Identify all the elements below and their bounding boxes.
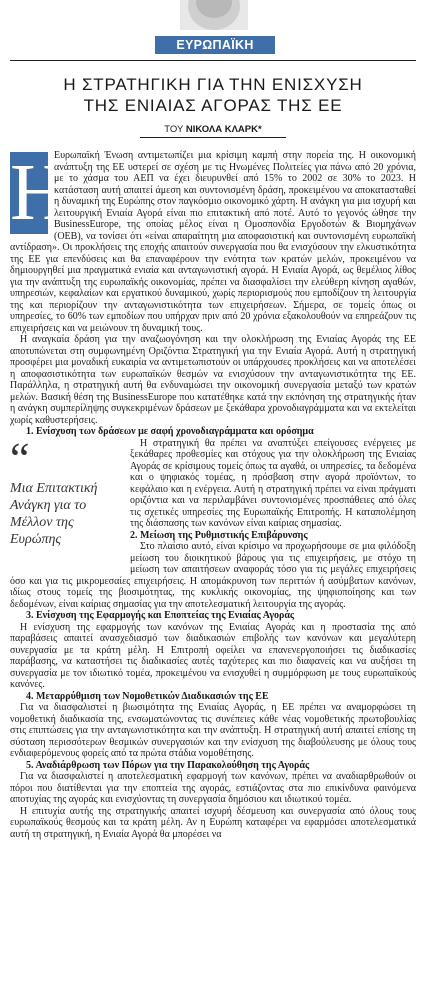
paragraph: Η επιτυχία αυτής της στρατηγικής απαιτεί ισχυρή δέσμευση και συνεργασία από όλους τους ευρωπαϊκούς θεσμούς και τα κράτη μέλη. Αν η Ευρώπη καταφέρει να εφαρμόσει αποτελεσματικά αυτή τη στρατηγική, η Ενιαία Αγορά θα μπορέσει να — [10, 805, 416, 840]
drop-cap: Η — [10, 149, 68, 237]
paragraph: Η αναγκαία δράση για την αναζωογόνηση και την ολοκλήρωση της Ενιαίας Αγοράς της ΕΕ αποτυπώνεται στη συμφωνημένη Οριζόντια Στρατηγική για την Ενιαία Αγορά. Αυτή η στρατηγική προσφέρει μια μοναδική ευκαιρία να αντιμετωπιστούν οι υπάρχουσες προκλήσεις και να αποτελέσει η αποφασιστικότητα των ευρωπαϊκών θεσμών να ενισχύσουν την ανταγωνιστικότητα της ΕΕ. Παράλληλα, η στρατηγική αυτή θα ενδυναμώσει την οικονομική συνεργασία μεταξύ των κρατών μελών. Βασική θέση της BusinessEurope που κατατέθηκε κατά την εκπόνηση της στρατηγικής ήταν η ανάγκη συμπερίληψης συγκεκριμένων δράσεων με ξεκάθαρα χρονοδιαγράμματα και να εκτελείται χωρίς καθυστερήσεις. — [10, 334, 416, 426]
section-banner: ΕΥΡΩΠΑΪΚΗ ΕΝΩΣΗ — [155, 36, 275, 54]
subheading: 4. Μεταρρύθμιση των Νομοθετικών Διαδικασιών της ΕΕ — [26, 690, 269, 702]
paragraph: Για να διασφαλιστεί η βιωσιμότητα της Ενιαίας Αγοράς, η ΕΕ πρέπει να αναμορφώσει τη νομοθετική διαδικασία της, ενσωματώνοντας τις συνέπειες κάθε νέας νομοθετικής πρωτοβουλίας στις επιπτώσεις για την ανταγωνιστικότητα και την ανάπτυξη. Η στρατηγική αυτή απαιτεί επίσης τη σύσταση περισσότερων θεσμικών συνεργασιών και την ενίσχυση της διαβούλευσης με όλους τους ενδιαφερόμενους φορείς από τα πρώτα στάδια νομοθέτησης. — [10, 702, 416, 759]
paragraph: Για να διασφαλιστεί η αποτελεσματική εφαρμογή των κανόνων, πρέπει να αναδιαρθρωθούν οι πόροι που διατίθενται για την εποπτεία της αγοράς, εστιάζοντας στα πιο επικίνδυνα φαινόμενα αποτυχίας της αγοράς και ενισχύοντας τη συνεργασία δημόσιου και ιδιωτικού τομέα. — [10, 771, 416, 805]
paragraph: Στο πλαίσιο αυτό, είναι κρίσιμο να προχωρήσουμε σε μια φιλόδοξη μείωση του διοικητικού βάρους για τις επιχειρήσεις, με στόχο τη μείωση των απαιτήσεων αναφοράς τόσο για τις μεγάλες επιχειρήσεις όσο και για τις μικρομεσαίες επιχειρήσεις. Η απομάκρυνση των περιττών ή ασύμβατων κανόνων, ιδίως στους τομείς της βιοσιμότητας, της κυκλικής οικονομίας, της ψηφιοποίησης και των δεδομένων, είναι καίριας σημασίας για την αποτελεσματική λειτουργία της αγοράς. — [10, 541, 416, 610]
subheading: 2. Μείωση της Ρυθμιστικής Επιβάρυνσης — [130, 529, 308, 541]
quote-mark-icon: “ — [10, 433, 30, 483]
byline — [0, 124, 426, 135]
headline-line-2: ΤΗΣ ΕΝΙΑΙΑΣ ΑΓΟΡΑΣ ΤΗΣ ΕΕ — [83, 96, 343, 115]
paragraph: Ευρωπαϊκή Ένωση αντιμετωπίζει μια κρίσιμη καμπή στην πορεία της. Η οικονομική ανάπτυξη της ΕΕ υστερεί σε σχέση με τις Ηνωμένες Πολιτείες για πάνω από 20 χρόνια, με το χάσμα του ΑΕΠ να έχει διευρυνθεί από 15% το 2002 σε 30% το 2023. Η κατάσταση αυτή απαιτεί άμεση και συντονισμένη δράση, προκειμένου να αποκατασταθεί η δυναμική της Ευρώπης στον παγκόσμιο οικονομικό χάρτη. Η ανάγκη για μια ισχυρή και λειτουργική Ενιαία Αγορά είναι πιο επιτακτική από ποτέ. Αυτό το γεγονός ώθησε την BusinessEurope, της οποίας μέλος είναι η Ομοσπονδία Εργοδοτών & Βιομηχάνων (ΟΕΒ), να τονίσει ότι «είναι απαραίτητη μια αποφασιστική και συντονισμένη ευρωπαϊκή αντίδραση». Οι προκλήσεις της εποχής απαιτούν συνεργασία που θα ενισχύσουν την ελκυστικότητα της ΕΕ για επενδύσεις και θα επαναφέρουν την ενότητα των κρατών μελών, προκειμένου να δημιουργηθεί μια πραγματικά ενιαία και ανταγωνιστική αγορά. Η Ενιαία Αγορά, ως θεμέλιος λίθος για την ανάπτυξη της ευρωπαϊκής οικονομίας, πρέπει να διασφαλίσει την ελεύθερη κίνηση αγαθών, υπηρεσιών, κεφαλαίων και εργατικού δυναμικού, χωρίς περιορισμούς που εμποδίζουν τη λειτουργία της και περιορίζουν την ανταγωνιστικότητα των επιχειρήσεων. Σήμερα, σε τομείς όπως οι υπηρεσίες, το 60% των εμποδίων που υπήρχαν πριν από 20 χρόνια εξακολουθούν να επηρεάζουν τις επιχειρήσεις και να μειώνουν τη δυναμική τους. — [10, 150, 416, 334]
subheading: 1. Ενίσχυση των δράσεων με σαφή χρονοδιαγράμματα και ορόσημα — [26, 426, 314, 437]
paragraph: Η στρατηγική θα πρέπει να αναπτύξει επείγουσες ενέργειες με ξεκάθαρες προθεσμίες και στόχους για την ολοκλήρωση της Ενιαίας Αγοράς σε κρίσιμους τομείς όπως τα αγαθά, οι υπηρεσίες, τα δεδομένα και ο ψηφιακός τομέας, η πρόσβαση στην αγορά προϊόντων, το κεφάλαιο και η ενέργεια. Αυτή η στρατηγική πρέπει να είναι πράγματι οριζόντια και να περιλαμβάνει συντονισμένες προσπάθειες από όλες τις σχετικές υπηρεσίες της Ευρωπαϊκής Επιτροπής. Η καταπολέμηση της διάσπασης των κανόνων είναι καίριας σημασίας. — [130, 437, 416, 529]
divider — [10, 60, 416, 61]
subheading: 3. Ενίσχυση της Εφαρμογής και Εποπτείας της Ενιαίας Αγοράς — [26, 610, 295, 621]
headline — [10, 74, 416, 116]
article-body — [10, 150, 416, 840]
author-photo — [180, 0, 248, 30]
pull-quote — [10, 433, 122, 572]
paragraph: Η ενίσχυση της εφαρμογής των κανόνων της Ενιαίας Αγοράς και η προστασία της από παραβάσεις απαιτεί ανασχεδιασμό των διαδικασιών επιβολής των κανόνων και μεγαλύτερη συνεργασία με τα κράτη μέλη. Η Επιτροπή οφείλει να επανενεργοποιήσει τις διαδικασίες παράβασης, να καταστήσει τις διαδικασίες αυτές ταχύτερες και πιο διαφανείς και να αυξήσει τη συνεργασία με τον ιδιωτικό τομέα, προκειμένου να ενισχυθεί η συμμόρφωση με τους ευρωπαϊκούς κανόνες. — [10, 621, 416, 690]
headline-line-1: Η ΣΤΡΑΤΗΓΙΚΗ ΓΙΑ ΤΗΝ ΕΝΙΣΧΥΣΗ — [63, 75, 363, 94]
byline-prefix: ΤΟΥ — [164, 124, 184, 135]
author-name: ΝΙΚΟΛΑ ΚΛΑΡΚ* — [185, 124, 262, 135]
pull-quote-text: Μια Επιτακτική Ανάγκη για το Μέλλον της Ευρώπης — [10, 480, 98, 547]
divider — [140, 137, 286, 138]
subheading: 5. Αναδιάρθρωση των Πόρων για την Παρακολούθηση της Αγοράς — [26, 759, 310, 771]
